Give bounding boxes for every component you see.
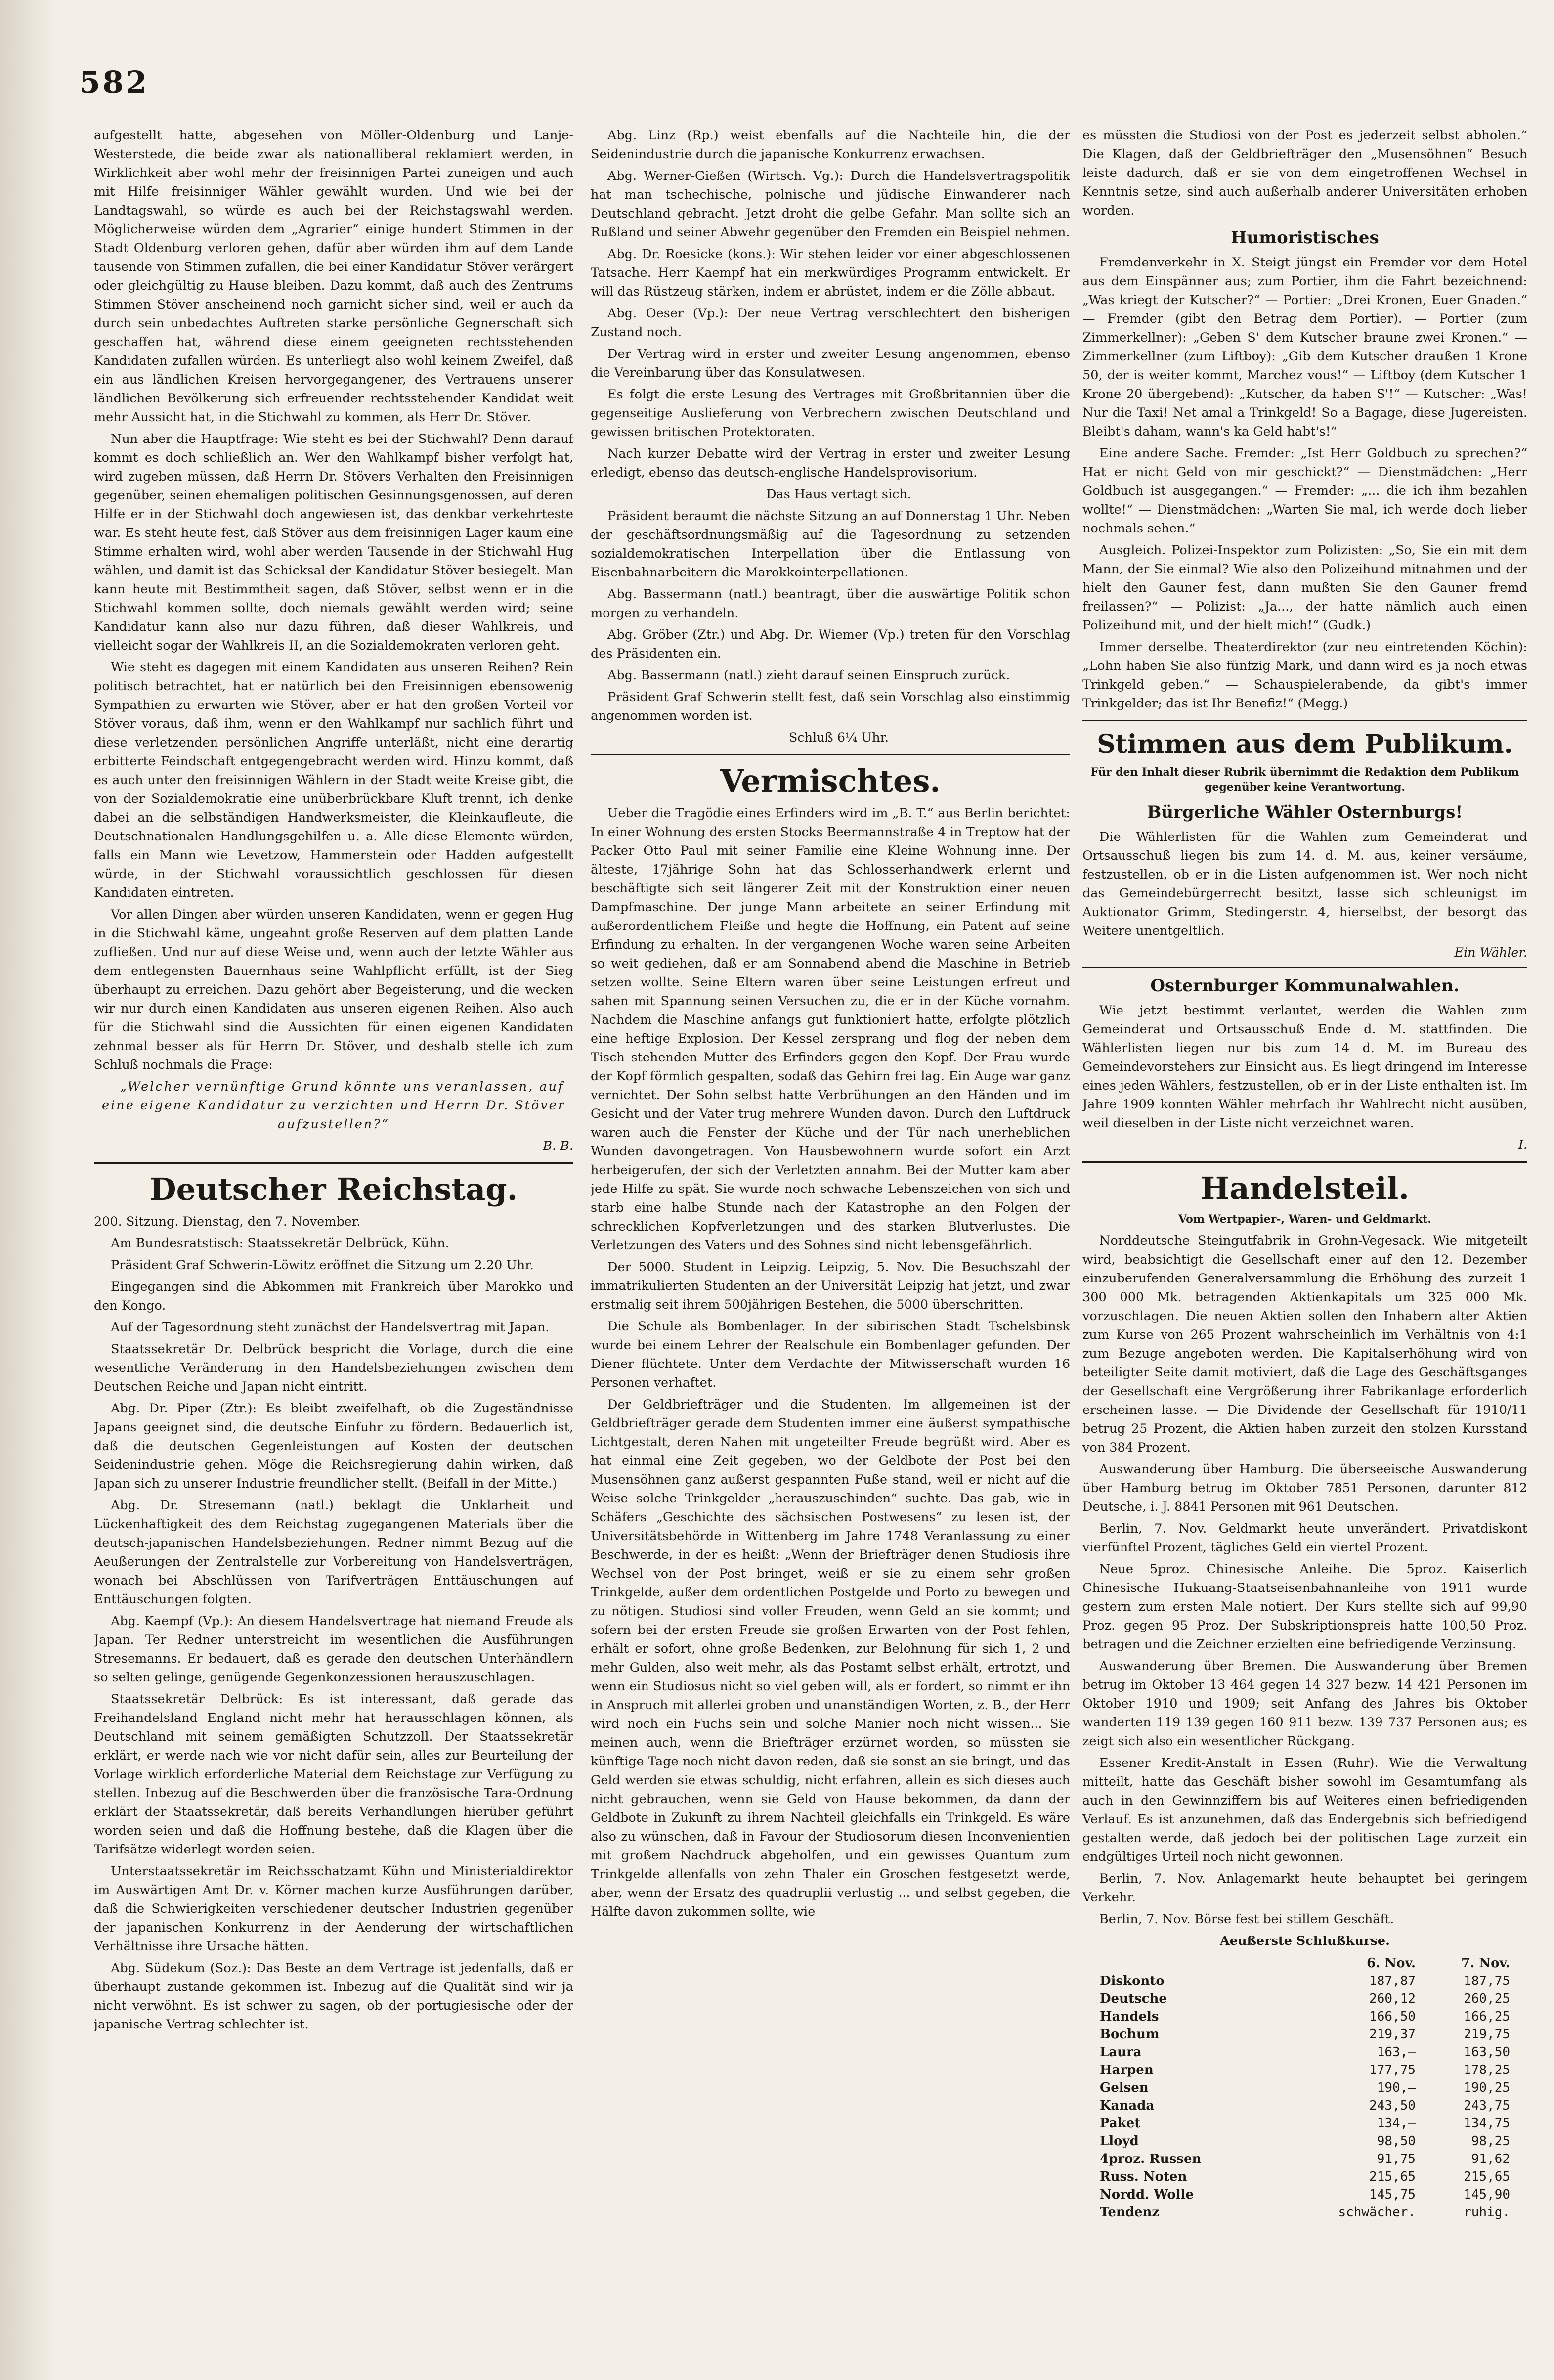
paragraph: Abg. Südekum (Soz.): Das Beste an dem Vertrage ist jedenfalls, daß er überhaupt zustande gekommen ist. Inbezug auf die Qualität sind wir ja nicht verwöhnt. Es ist schwer zu sagen, ob der portugiesische oder der japanische Vertrag schlechter ist. [94,1961,573,2032]
stock-value-nov7: 98,25 [1471,2133,1510,2149]
stock-value-nov6: 215,65 [1369,2169,1416,2184]
paragraph: Präsident beraumt die nächste Sitzung an auf Donnerstag 1 Uhr. Neben der geschäftsordnungsmäßig auf die Tagesordnung zu setzenden sozialdemokratischen Interpellation über die Entlassung von Eisenbahnarbeitern die Marokkointerpellationen. [591,509,1070,580]
paragraph: Auswanderung über Bremen. Die Auswanderung über Bremen betrug im Oktober 13 464 gegen 14 327 bezw. 14 421 Personen im Oktober 1910 und 1909; seit Anfang des Jahres bis Oktober wanderten 119 139 gegen 160 911 bezw. 139 737 Personen aus; es zeigt sich also ein wesentlicher Rückgang. [1082,1658,1527,1749]
paragraph: Wie jetzt bestimmt verlautet, werden die Wahlen zum Gemeinderat und Ortsausschuß Ende d. M. stattfinden. Die Wählerlisten liegen nur bis zum 14 d. M. im Bureau des Gemeindevorstehers zur Einsicht aus. Es liegt dringend im Interesse eines jeden Wählers, festzustellen, ob er in der Liste enthalten ist. Im Jahre 1909 konnten Wähler mehrfach ihr Wahlrecht nicht ausüben, weil dieselben in der Liste nicht verzeichnet waren. [1082,1003,1527,1131]
subheading-buerger: Bürgerliche Wähler Osternburgs! [1147,802,1463,822]
stock-tendency-b: ruhig. [1464,2204,1510,2220]
paragraph: Berlin, 7. Nov. Anlagemarkt heute behauptet bei geringem Verkehr. [1082,1871,1527,1905]
editorial-disclaimer: Für den Inhalt dieser Rubrik übernimmt die Redaktion dem Publikum gegenüber keine Verantwortung. [1090,765,1519,793]
paragraph: Abg. Dr. Stresemann (natl.) beklagt die Unklarheit und Lückenhaftigkeit des dem Reichstag zugegangenen Materials über die deutsch-japanischen Handelsbeziehungen. Redner nimmt Bezug auf die Aeußerungen der Zentralstelle zur Vorbereitung von Handelsverträgen, wonach bei Abschlüssen von Tarifverträgen Enttäuschungen auf Enttäuschungen folgten. [94,1498,573,1607]
handel-subtitle: Vom Wertpapier-, Waren- und Geldmarkt. [1178,1212,1431,1226]
paragraph: Ueber die Tragödie eines Erfinders wird im „B. T.“ aus Berlin berichtet: In einer Wohnung des ersten Stocks Beermannstraße 4 in Treptow hat der Packer Otto Paul mit seiner Familie eine Kleine Wohnung inne. Der älteste, 17jährige Sohn hat das Schlosserhandwerk erlernt und beschäftigte sich seit längerer Zeit mit der Konstruktion einer neuen Dampfmaschine. Der junge Mann arbeitete an seiner Erfindung mit außerordentlichem Fleiße und hegte die Hoffnung, ein Patent auf seine Erfindung zu erhalten. In der vergangenen Woche waren seine Arbeiten so weit gediehen, daß er am Sonnabend abend die Maschine in Betrieb setzen wollte. Seine Eltern waren über seine Leistungen erfreut und sahen mit Spannung seinen Versuchen zu, die er in der Küche vornahm. Nachdem die Maschine anfangs gut funktioniert hatte, erfolgte plötzlich eine heftige Explosion. Der Kessel zersprang und flog der neben dem Tisch stehenden Mutter des Erfinders gegen den Kopf. Der Frau wurde der Kopf förmlich gespalten, sodaß das Gehirn frei lag. Ein Auge war ganz vernichtet. Der Sohn selbst hatte Verbrühungen an den Händen und im Gesicht und der Vater trug mehrere Wunden davon. Durch den Luftdruck waren auch die Fenster der Küche und der Tür nach unerheblichen Wunden davongetragen. Von Hausbewohnern wurde sofort ein Arzt herbeigerufen, der sich der Verletzten annahm. Bei der Mutter kam aber jede Hilfe zu spät. Sie wurde noch schwache Lebenszeichen von sich und starb eine halbe Stunde nach der Katastrophe an den Folgen der schrecklichen Kopfverletzungen und des starken Blutverlustes. Die Verletzungen des Vaters und des Sohnes sind nicht lebensgefährlich. [591,806,1070,1253]
stock-value-nov7: 134,75 [1464,2116,1510,2131]
stock-name: Kanada [1100,2098,1155,2113]
stock-table-header [1096,1954,1514,1972]
stock-value-nov6: 187,87 [1369,1973,1416,1988]
section-divider [1082,720,1527,721]
stock-row [1096,2168,1514,2186]
paragraph: Die Wählerlisten für die Wahlen zum Gemeinderat und Ortsausschuß liegen bis zum 14. d. M. aus, keiner versäume, festzustellen, ob er in die Listen aufgenommen ist. Wer noch nicht das Gemeindebürgerrecht besitzt, lasse sich schleunigst im Auktionator Grimm, Stedingerstr. 4, hierselbst, der besorgt das Weitere unentgeltlich. [1082,829,1527,938]
stock-name: Diskonto [1100,1973,1165,1988]
paragraph: Es folgt die erste Lesung des Vertrages mit Großbritannien über die gegenseitige Auslieferung von Verbrechern zwischen Deutschland und gewissen britischen Protektoraten. [591,387,1070,440]
stock-row [1096,2079,1514,2097]
binding-edge [0,0,54,2380]
stock-name: Gelsen [1100,2080,1149,2095]
paragraph: Abg. Gröber (Ztr.) und Abg. Dr. Wiemer (Vp.) treten für den Vorschlag des Präsidenten ein. [591,627,1070,661]
stock-name: Harpen [1100,2062,1154,2077]
paragraph: Der Vertrag wird in erster und zweiter Lesung angenommen, ebenso die Vereinbarung über das Konsulatwesen. [591,347,1070,380]
stock-tendency-row [1096,2204,1514,2221]
author-signature: B. B. [543,1139,573,1153]
section-heading-handel: Handelsteil. [1201,1170,1409,1207]
stock-row [1096,2008,1514,2026]
stock-value-nov7: 166,25 [1464,2009,1510,2024]
paragraph: Abg. Bassermann (natl.) beantragt, über die auswärtige Politik schon morgen zu verhandeln. [591,587,1070,620]
paragraph: Der 5000. Student in Leipzig. Leipzig, 5. Nov. Die Besuchszahl der immatrikulierten Studenten an der Universität Leipzig hat jetzt, und zwar erstmalig seit ihrem 500jährigen Bestehen, die 5000 überschritten. [591,1260,1070,1313]
stock-col-date1: 6. Nov. [1367,1955,1416,1971]
paragraph: Präsident Graf Schwerin-Löwitz eröffnet die Sitzung um 2.20 Uhr. [111,1258,534,1273]
stock-row [1096,2132,1514,2150]
paragraph: Abg. Kaempf (Vp.): An diesem Handelsvertrage hat niemand Freude als Japan. Ter Redner unterstreicht im wesentlichen die Ausführungen Stresemanns. Er bedauert, daß es gerade den deutschen Unterhändlern so selten gelinge, genügende Gegenkonzessionen herauszuschlagen. [94,1614,573,1685]
stock-value-nov6: 163,— [1377,2044,1416,2060]
paragraph: Abg. Werner-Gießen (Wirtsch. Vg.): Durch die Handelsvertragspolitik hat man tschechische, polnische und jüdische Einwanderer nach Deutschland gebracht. Jetzt droht die gelbe Gefahr. Man sollte sich an Rußland und seiner Abwehr gegenüber den Fremden ein Beispiel nehmen. [591,169,1070,240]
stock-value-nov7: 243,75 [1464,2098,1510,2113]
paragraph: Abg. Oeser (Vp.): Der neue Vertrag verschlechtert den bisherigen Zustand noch. [591,306,1070,340]
paragraph: Abg. Bassermann (natl.) zieht darauf seinen Einspruch zurück. [607,668,1010,683]
paragraph: aufgestellt hatte, abgesehen von Möller-Oldenburg und Lanje-Westerstede, die beide zwar als nationalliberal reklamiert werden, in Wirklichkeit aber wohl mehr der freisinnigen Partei zuneigen und auch mit Hilfe freisinniger Wähler gewählt wurden. Und wie bei der Landtagswahl, so würde es auch bei der Reichstagswahl werden. Möglicherweise würden dem „Agrarier“ einige hundert Stimmen in der Stadt Oldenburg verloren gehen, dafür aber würden ihm auf dem Lande tausende von Stimmen zufallen, die bei einer Kandidatur Stöver verärgert oder gleichgültig zu Hause bleiben. Dazu kommt, daß auch des Zentrums Stimmen Stöver anscheinend noch garnicht sicher sind, weil er auch da durch sein unbedachtes Auftreten starke persönliche Gegnerschaft sich geschaffen hat, während diese einem geeigneten rechtsstehenden Kandidaten zufallen würden. Es unterliegt also wohl keinem Zweifel, daß ein aus ländlichen Kreisen hervorgegangener, des Vertrauens unserer ländlichen Bevölkerung sich erfreuender rechtsstehender Kandidat weit mehr Aussicht hat, in die Stichwahl zu kommen, als Herr Dr. Stöver. [94,128,573,425]
stock-name: Deutsche [1100,1991,1167,2006]
paragraph: Staatssekretär Delbrück: Es ist interessant, daß gerade das Freihandelsland England nicht mehr hat herausschlagen können, als Deutschland mit seinem gemäßigten Schutzzoll. Der Staatssekretär erklärt, er werde nach wie vor nicht dafür sein, alles zur Beurteilung der Vorlage wirklich erforderliche Material dem Reichstage zur Verfügung zu stellen. Inbezug auf die Beschwerden über die französische Tara-Ordnung erklärt der Staatssekretär, daß bereits Verhandlungen hierüber geführt worden seien und daß die Hoffnung bestehe, daß die Klagen über die Tarifsätze widerlegt worden seien. [94,1692,573,1857]
stock-name: Handels [1100,2009,1159,2024]
stock-row [1096,2115,1514,2132]
section-divider [1082,1161,1527,1163]
stock-row [1096,1990,1514,2008]
section-divider [591,754,1070,755]
paragraph: Vor allen Dingen aber würden unseren Kandidaten, wenn er gegen Hug in die Stichwahl käme, ungeahnt große Reserven auf dem platten Lande zufließen. Und nur auf diese Weise und, wenn auch der letzte Wähler aus dem entlegensten Bauernhaus seine Wahlpflicht erfüllt, ist der Sieg überhaupt zu erreichen. Dazu gehört aber Begeisterung, und die wecken wir nur durch einen Kandidaten aus unseren eigenen Reihen. Also auch für die Stichwahl sind die Aussichten für einen eigenen Kandidaten zehnmal besser als für Herrn Dr. Stöver, und deshalb stelle ich zum Schluß nochmals die Frage: [94,907,573,1072]
stock-name: Laura [1100,2044,1142,2060]
section-heading-stimmen: Stimmen aus dem Publikum. [1097,729,1513,760]
stock-row [1096,2061,1514,2079]
paragraph: Unterstaatssekretär im Reichsschatzamt Kühn und Ministerialdirektor im Auswärtigen Amt Dr. v. Körner machen kurze Ausführungen darüber, daß die Schwierigkeiten verschiedener deutscher Industrien gegenüber der japanischen Konkurrenz in der Aenderung der wirtschaftlichen Verhältnisse ihre Ursache hätten. [94,1864,573,1954]
stock-value-nov7: 190,25 [1464,2080,1510,2095]
subheading-humor: Humoristisches [1231,228,1379,248]
stock-col-date2: 7. Nov. [1461,1955,1510,1971]
section-heading-reichstag: Deutscher Reichstag. [149,1171,518,1207]
stock-value-nov7: 178,25 [1464,2062,1510,2077]
stock-name: Russ. Noten [1100,2169,1187,2184]
paragraph: Staatssekretär Dr. Delbrück bespricht die Vorlage, durch die eine wesentliche Veränderung in den Handelsbeziehungen zwischen dem Deutschen Reiche und Japan nicht eintritt. [94,1342,573,1395]
stock-col-name [1096,1954,1278,1972]
paragraph: Norddeutsche Steingutfabrik in Grohn-Vegesack. Wie mitgeteilt wird, beabsichtigt die Gesellschaft einer auf den 12. Dezember einzuberufenden Generalversammlung die Erhöhung des zurzeit 1 300 000 Mk. betragenden Aktienkapitals um 325 000 Mk. vorzuschlagen. Die neuen Aktien sollen den Inhabern alter Aktien zum Kurse von 265 Prozent wahrscheinlich im Verhältnis von 4:1 zum Bezuge angeboten werden. Die Kapitalserhöhung wird von beteiligter Seite damit motiviert, daß die Lage des Geschäftsganges der Gesellschaft eine Vergrößerung ihrer Fabrikanlage erforderlich erscheinen lasse. — Die Dividende der Gesellschaft für 1910/11 betrug 25 Prozent, die Aktien haben zurzeit den stolzen Kursstand von 384 Prozent. [1082,1233,1527,1455]
subheading-kommunal: Osternburger Kommunalwahlen. [1150,975,1460,996]
page-number: 582 [79,64,149,100]
stock-tendency-a: schwächer. [1338,2204,1416,2220]
column-2 [591,126,1070,2351]
stock-tendency-label: Tendenz [1100,2204,1160,2220]
author-signature: I. [1518,1138,1527,1153]
session-line: 200. Sitzung. Dienstag, den 7. November. [94,1214,361,1230]
paragraph: Berlin, 7. Nov. Börse fest bei stillem Geschäft. [1099,1911,1394,1927]
stock-name: Nordd. Wolle [1100,2187,1194,2202]
stock-row [1096,2186,1514,2204]
stock-value-nov7: 215,65 [1464,2169,1510,2184]
paragraph: Wie steht es dagegen mit einem Kandidaten aus unseren Reihen? Rein politisch betrachtet, hat er natürlich bei den Freisinnigen ebensowenig Sympathien zu erwarten wie Stöver, aber er hat den großen Vorteil vor Stöver voraus, daß ihm, wenn er den Wahlkampf nur sachlich führt und diese verletzenden persönlichen Angriffe unterläßt, nicht eine derartig erbitterte Feindschaft entgegengebracht werden wird. Hinzu kommt, daß es auch unter den freisinnigen Wählern in der Stadt weite Kreise gibt, die von der Sozialdemokratie eine unüberbrückbare Kluft trennt, ich denke dabei an die selbständigen Handwerksmeister, die Kleinkaufleute, die Deutschnationalen Handlungsgehilfen u. a. Alle diese Elemente würden, falls ein Mann wie Levetzow, Hammerstein oder Hadden aufgestellt würde, in der Stichwahl voraussichtlich geschlossen für diesen Kandidaten eintreten. [94,660,573,900]
paragraph: Das Haus vertagt sich. [766,487,911,502]
paragraph: Eine andere Sache. Fremder: „Ist Herr Goldbuch zu sprechen?“ Hat er nicht Geld von mir geschickt?“ — Dienstmädchen: „Herr Goldbuch ist ausgegangen.“ — Fremder: „... die ich ihm bezahlen wollte!“ — Dienstmädchen: „Warten Sie mal, ich werde doch lieber nochmals sehen.“ [1082,446,1527,536]
stock-value-nov7: 187,75 [1464,1973,1510,1988]
stock-value-nov6: 219,37 [1369,2027,1416,2042]
stock-value-nov6: 134,— [1377,2116,1416,2131]
section-heading-vermischtes: Vermischtes. [720,763,941,799]
paragraph: Auswanderung über Hamburg. Die überseeische Auswanderung über Hamburg betrug im Oktober 7851 Personen, darunter 812 Deutsche, i. J. 8841 Personen mit 961 Deutschen. [1082,1461,1527,1514]
paragraph: Berlin, 7. Nov. Geldmarkt heute unverändert. Privatdiskont vierfünftel Prozent, tägliches Geld ein viertel Prozent. [1082,1521,1527,1555]
stock-table [1096,1954,1514,2221]
stock-value-nov6: 260,12 [1369,1991,1416,2006]
paragraph: Immer derselbe. Theaterdirektor (zur neu eintretenden Köchin): „Lohn haben Sie also fünfzig Mark, und dann wird es ja noch etwas Trinkgeld geben.“ — Schauspielerabende, da gibt's immer Trinkgelder; das ist Ihr Benefiz!“ (Megg.) [1082,640,1527,711]
stock-table-body [1096,1972,1514,2204]
section-divider [94,1162,573,1164]
stock-value-nov6: 190,— [1377,2080,1416,2095]
stock-row [1096,2026,1514,2043]
stock-table-title: Aeußerste Schlußkurse. [1219,1933,1390,1948]
paragraph: Am Bundesratstisch: Staatssekretär Delbrück, Kühn. [111,1236,449,1251]
paragraph: Ausgleich. Polizei-Inspektor zum Polizisten: „So, Sie ein mit dem Mann, der Sie einmal? Wie also den Polizeihund mitnahmen und der hielt den Gauner fest, dann mußten Sie den Gauner fremd freilassen?“ — Polizist: „Ja..., der hatte nämlich auch einen Polizeihund mit, und der hielt mich!“ (Gudk.) [1082,543,1527,633]
stock-value-nov7: 163,50 [1464,2044,1510,2060]
section-divider [1082,967,1527,968]
stock-value-nov6: 177,75 [1369,2062,1416,2077]
stock-value-nov6: 98,50 [1377,2133,1416,2149]
stock-value-nov7: 260,25 [1464,1991,1510,2006]
closing-time: Schluß 6¼ Uhr. [788,730,889,745]
paragraph: Präsident Graf Schwerin stellt fest, daß sein Vorschlag also einstimmig angenommen worden ist. [591,690,1070,723]
paragraph: Fremdenverkehr in X. Steigt jüngst ein Fremder vor dem Hotel aus dem Einspänner aus; zum Portier, ihm die Fahrt bezeichnend: „Was kriegt der Kutscher?“ — Portier: „Drei Kronen, Euer Gnaden.“ — Fremder (gibt den Betrag dem Portier). — Portier (zum Zimmerkellner): „Geben S' dem Kutscher braune zwei Kronen.“ — Zimmerkellner (zum Liftboy): „Gib dem Kutscher draußen 1 Krone 50, der is weiter kommt, Marchez vous!“ — Liftboy (dem Kutscher 1 Krone 20 übergebend): „Kutscher, da haben S'!“ — Kutscher: „Was! Nur die Taxi! Net amal a Trinkgeld! So a Bagage, diese Jugereisten. Bleibt's daham, wann's ka Geld habt's!“ [1082,255,1527,440]
paragraph: Abg. Dr. Roesicke (kons.): Wir stehen leider vor einer abgeschlossenen Tatsache. Herr Kaempf hat ein merkwürdiges Programm entwickelt. Er will das Rüstzeug stärken, indem er abrüstet, indem er die Zölle abbaut. [591,247,1070,299]
stock-name: 4proz. Russen [1100,2151,1202,2166]
stock-name: Lloyd [1100,2133,1139,2149]
stock-value-nov6: 243,50 [1369,2098,1416,2113]
paragraph: Nach kurzer Debatte wird der Vertrag in erster und zweiter Lesung erledigt, ebenso das deutsch-englische Handelsprovisorium. [591,446,1070,480]
column-1 [94,126,573,2351]
stock-row [1096,1972,1514,1990]
stock-row [1096,2150,1514,2168]
closing-question: „Welcher vernünftige Grund könnte uns veranlassen, auf eine eigene Kandidatur zu verzichten und Herrn Dr. Stöver aufzustellen?“ [102,1079,565,1132]
paragraph: Abg. Linz (Rp.) weist ebenfalls auf die Nachteile hin, die der Seidenindustrie durch die japanische Konkurrenz erwachsen. [591,128,1070,162]
paragraph: Abg. Dr. Piper (Ztr.): Es bleibt zweifelhaft, ob die Zugeständnisse Japans geeignet sind, die deutsche Einfuhr zu fördern. Bedauerlich ist, daß die deutschen Gegenleistungen auf Kosten der deutschen Seidenindustrie gehen. Möge die Reichsregierung dahin wirken, daß Japan sich zu unserer Industrie freundlicher stellt. (Beifall in der Mitte.) [94,1401,573,1492]
stock-name: Paket [1100,2116,1141,2131]
author-signature: Ein Wähler. [1454,945,1527,960]
paragraph: Auf der Tagesordnung steht zunächst der Handelsvertrag mit Japan. [111,1320,550,1335]
paragraph: Essener Kredit-Anstalt in Essen (Ruhr). Wie die Verwaltung mitteilt, hatte das Geschäft bisher sowohl im Gesamtumfang als auch in den Gewinnziffern bis auf Weiteres einen befriedigenden Verlauf. Es ist anzunehmen, daß das Endergebnis sich befriedigend gestalten werde, daß jedoch bei der politischen Lage zurzeit ein endgültiges Urteil noch nicht gewonnen. [1082,1755,1527,1864]
stock-name: Bochum [1100,2027,1160,2042]
stock-value-nov7: 145,90 [1464,2187,1510,2202]
stock-value-nov6: 145,75 [1369,2187,1416,2202]
paragraph: Nun aber die Hauptfrage: Wie steht es bei der Stichwahl? Denn darauf kommt es doch schließlich an. Wer den Wahlkampf bisher verfolgt hat, wird zugeben müssen, daß Herrn Dr. Stövers Verhalten den Freisinnigen gegenüber, seinen ehemaligen politischen Gesinnungsgenossen, auf deren Hilfe er in der Stichwahl doch angewiesen ist, das denkbar verkehrteste war. Es steht heute fest, daß Stöver aus dem freisinnigen Lager kaum eine Stimme erhalten wird, wohl aber werden Tausende in der Stichwahl Hug wählen, und damit ist das Schicksal der Kandidatur Stöver besiegelt. Man kann heute mit Bestimmtheit sagen, daß Stöver, selbst wenn er in die Stichwahl kommen sollte, doch niemals gewählt werden wird; seine Kandidatur kann also nur dazu führen, daß dieser Wahlkreis, und vielleicht sogar der Wahlkreis II, an die Sozialdemokraten verloren geht. [94,432,573,653]
paragraph: Eingegangen sind die Abkommen mit Frankreich über Marokko und den Kongo. [94,1279,573,1314]
paragraph: es müssten die Studiosi von der Post es jederzeit selbst abholen.“ Die Klagen, daß der Geldbriefträger den „Musensöhnen“ Besuch leiste dadurch, daß er sie von dem eingetroffenen Wechsel in Kenntnis setze, sind auch außerhalb anderer Universitäten erhoben worden. [1082,128,1527,218]
stock-row [1096,2097,1514,2115]
stock-value-nov6: 166,50 [1369,2009,1416,2024]
paragraph: Die Schule als Bombenlager. In der sibirischen Stadt Tschelsbinsk wurde bei einem Lehrer der Realschule ein Bombenlager gefunden. Der Diener flüchtete. Unter dem Verdachte der Mitwisserschaft wurden 16 Personen verhaftet. [591,1319,1070,1391]
column-3 [1082,126,1527,2351]
paragraph: Neue 5proz. Chinesische Anleihe. Die 5proz. Kaiserlich Chinesische Hukuang-Staatseisenbahnanleihe von 1911 wurde gestern zum ersten Male notiert. Der Kurs stellte sich auf 99,90 Proz. gegen 95 Proz. Der Subskriptionspreis hatte 100,50 Proz. betragen und die Zeichner erzielten eine befriedigende Verzinsung. [1082,1561,1527,1652]
stock-value-nov7: 91,62 [1471,2151,1510,2166]
paragraph: Der Geldbriefträger und die Studenten. Im allgemeinen ist der Geldbriefträger gerade dem Studenten immer eine äußerst sympathische Lichtgestalt, deren Nahen mit ungeteilter Freude begrüßt wird. Aber es hat einmal eine Zeit gegeben, wo der Geldbote der Post bei den Musensöhnen ganz außerst gespannten Fuße stand, weil er nicht auf die Weise solche Trinkgelder „herauszuschinden“ suchte. Das gab, wie in Schäfers „Geschichte des sächsischen Postwesens“ zu lesen ist, der Universitätsbehörde in Wittenberg im Jahre 1748 Veranlassung zu einer Beschwerde, in der es heißt: „Wenn der Briefträger denen Studiosis ihre Wechsel von der Post bringet, weiß er sie zu einem sehr großen Trinkgelde, außer dem ordentlichen Postgelde und Porto zu bewegen und zu nötigen. Studiosi sind voller Freuden, wenn Geld an sie kommt; und sofern bei der ersten Freude sie großen Erwarten von der Post fehlen, erhält er sofort, ohne große Bedenken, zur Belohnung für sich 1, 2 und mehr Gulden, also weit mehr, als das Postamt selbst erhält, ertrotzt, und wenn ein Studiosus nicht so viel geben will, als er fordert, so nimmt er ihn in Anspruch mit allerlei groben und unanständigen Worten, z. B., der Herr wird noch ein Fuchs sein und solche Manier noch nicht wissen... Sie meinen auch, wenn die Briefträger erzürnet worden, so müssten sie künftige Tage noch nicht davon reden, daß sie sonst an sie bringt, und das Geld werden sie etwas schuldig, nicht erfahren, allein es sich dieses auch nicht gebrauchen, wenn sie Geld von Hause bekommen, da dann der Geldbote in Zukunft zu ihrem Nachteil gleichfalls ein Trinkgeld. Es wäre also zu wünschen, daß in Favour der Studiosorum diesen Inconvenientien mit großem Nachdruck abgeholfen, und ein gewisses Quantum zum Trinkgelde allenfalls von zehn Thaler ein Groschen festgesetzt werde, aber, wenn der Ersatz des quadruplii verlustig ... und selbst gegeben, die Hälfte davon zukommen sollte, wie [591,1397,1070,1920]
stock-row [1096,2043,1514,2061]
stock-value-nov6: 91,75 [1377,2151,1416,2166]
stock-value-nov7: 219,75 [1464,2027,1510,2042]
